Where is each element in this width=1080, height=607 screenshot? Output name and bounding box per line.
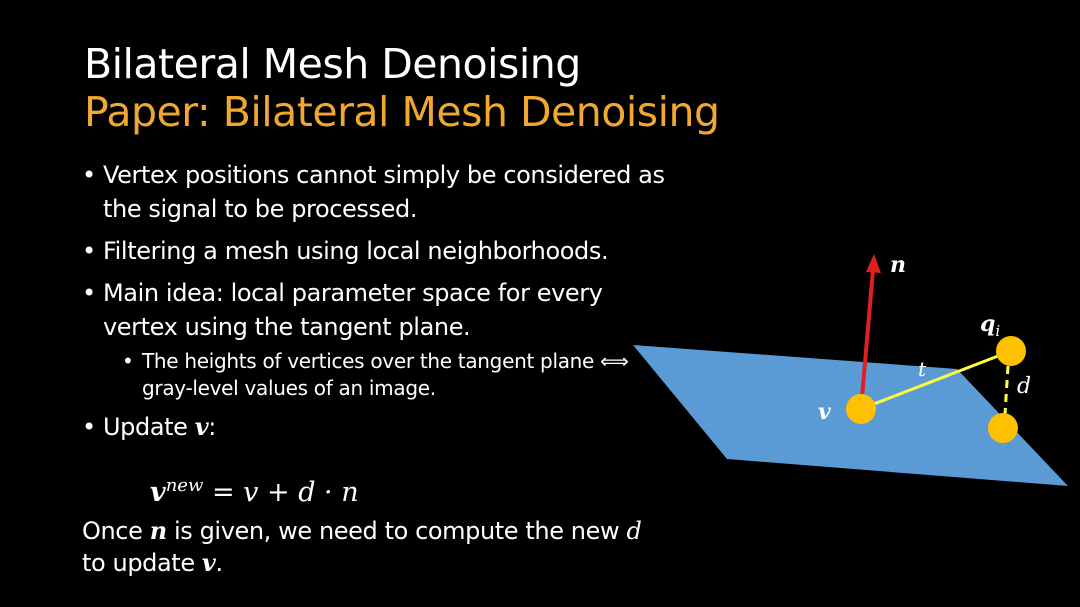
bullet-4-prefix: Update	[103, 413, 195, 441]
formula-sup: new	[165, 475, 204, 496]
label-n: n	[890, 252, 906, 278]
neighbor-q-point	[996, 336, 1026, 366]
normal-arrowhead	[866, 254, 881, 273]
bullet-4-suffix: :	[208, 413, 216, 441]
conclusion-v: v	[201, 548, 216, 577]
projected-point	[988, 413, 1018, 443]
formula-rhs: = v + d · n	[203, 477, 359, 508]
bullet-4-var: v	[194, 412, 209, 441]
bullet-1: • Vertex positions cannot simply be considered as the signal to be processed.	[82, 158, 682, 226]
conclusion-n: n	[149, 516, 167, 545]
conclusion-part4: .	[215, 549, 223, 577]
label-q	[980, 311, 1000, 340]
vertex-v-point	[846, 394, 876, 424]
bullet-2: • Filtering a mesh using local neighborhoods.	[82, 234, 682, 268]
label-q-sub: i	[995, 322, 1001, 340]
slide-title: Bilateral Mesh Denoising	[84, 40, 581, 88]
slide-subtitle: Paper: Bilateral Mesh Denoising	[84, 88, 720, 136]
label-v: v	[818, 399, 831, 425]
conclusion-d: d	[626, 517, 642, 545]
conclusion-part1: Once	[82, 517, 150, 545]
bullet-3: • Main idea: local parameter space for every vertex using the tangent plane.	[82, 276, 682, 344]
height-segment-d	[1005, 366, 1008, 414]
label-q-main: q	[980, 311, 996, 337]
formula-lhs: v	[150, 477, 166, 508]
conclusion-part2: is given, we need to compute the new	[166, 517, 627, 545]
sub-bullet-heights: • The heights of vertices over the tangent plane ⟺ gray-level values of an image.	[82, 348, 682, 402]
label-t: t	[918, 357, 927, 381]
label-d: d	[1017, 374, 1032, 399]
conclusion-part3: to update	[82, 549, 202, 577]
